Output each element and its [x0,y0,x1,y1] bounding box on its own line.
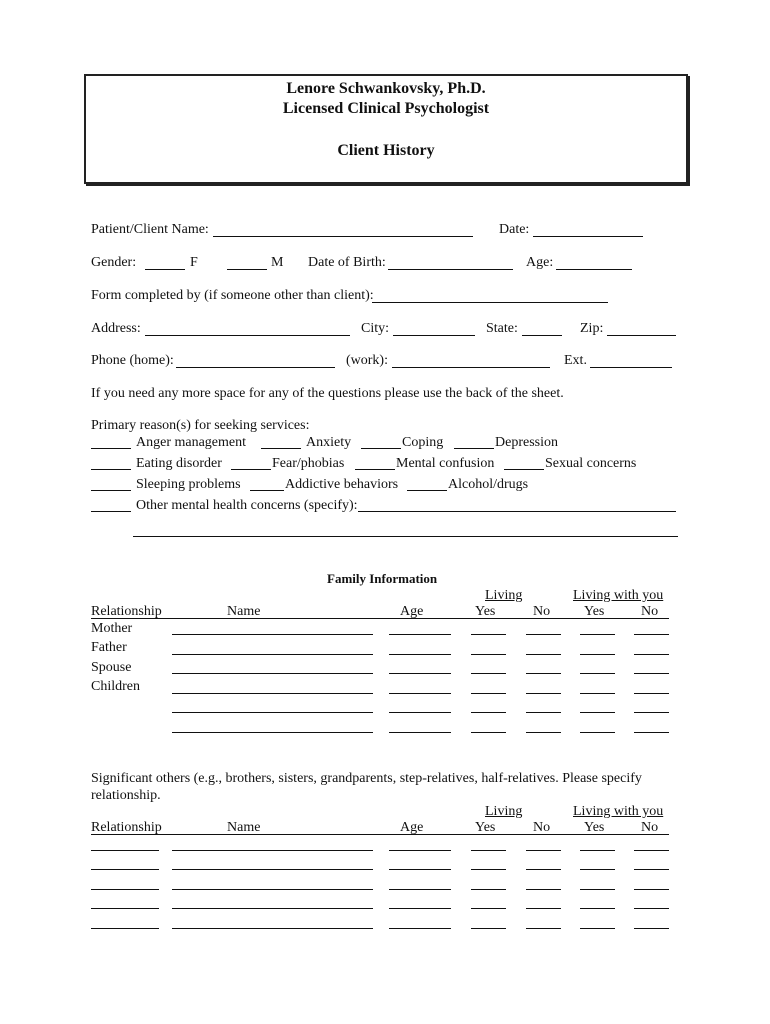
family-info-title: Family Information [327,571,438,586]
ext-label: Ext. [564,353,587,368]
others-living-header: Living [485,804,523,819]
living-no-field[interactable] [526,693,561,694]
phone-home-label: Phone (home): [91,353,174,368]
others-living-with-you-header: Living with you [573,804,664,819]
name-field[interactable] [172,712,373,713]
with-yes-field[interactable] [580,732,615,733]
living-yes-field[interactable] [471,673,506,674]
others-name-header: Name [227,820,261,835]
age-field[interactable] [389,732,451,733]
dob-field[interactable] [388,269,513,270]
age-field[interactable] [389,654,451,655]
age-field[interactable] [389,928,451,929]
others-age-header: Age [400,820,424,835]
reason-checkbox[interactable] [504,469,544,470]
relationship-field[interactable] [91,889,159,890]
family-with-yes-header: Yes [584,604,605,619]
with-yes-field[interactable] [580,908,615,909]
family-with-no-header: No [641,604,659,619]
with-yes-field[interactable] [580,928,615,929]
relationship-field[interactable] [91,908,159,909]
with-yes-field[interactable] [580,634,615,635]
with-yes-field[interactable] [580,869,615,870]
psychologist-name: Lenore Schwankovsky, Ph.D. [286,80,486,97]
living-no-field[interactable] [526,654,561,655]
living-no-field[interactable] [526,889,561,890]
with-no-field[interactable] [634,634,669,635]
living-yes-field[interactable] [471,712,506,713]
family-row-spouse: Spouse [91,660,132,675]
city-field[interactable] [393,335,475,336]
zip-field[interactable] [607,335,676,336]
with-no-field[interactable] [634,908,669,909]
phone-work-field[interactable] [392,367,550,368]
age-field[interactable] [389,712,451,713]
others-no-header: No [533,820,551,835]
living-no-field[interactable] [526,732,561,733]
reason-fear-phobias: Fear/phobias [272,456,345,471]
gender-m-label: M [271,255,284,270]
gender-label: Gender: [91,255,137,270]
age-field[interactable] [556,269,632,270]
family-no-header: No [533,604,551,619]
other-concerns-field-2[interactable] [133,536,678,537]
with-no-field[interactable] [634,889,669,890]
address-field[interactable] [145,335,350,336]
reason-checkbox[interactable] [454,448,494,449]
completed-by-label: Form completed by (if someone other than client): [91,288,374,303]
reason-other-concerns: Other mental health concerns (specify): [136,498,358,513]
name-field[interactable] [172,869,373,870]
date-field[interactable] [533,236,643,237]
name-field[interactable] [172,908,373,909]
others-relationship-header: Relationship [91,820,162,835]
gender-m-field[interactable] [227,269,267,270]
name-field[interactable] [172,732,373,733]
reason-addictive-behaviors: Addictive behaviors [285,477,399,492]
others-intro-line2: relationship. [91,788,161,803]
state-field[interactable] [522,335,562,336]
other-concerns-field[interactable] [358,511,676,512]
reason-depression: Depression [495,435,558,450]
completed-by-field[interactable] [372,302,608,303]
others-with-yes-header: Yes [584,820,605,835]
age-label: Age: [526,255,554,270]
family-row-father: Father [91,640,127,655]
phone-work-label: (work): [346,353,388,368]
address-label: Address: [91,321,141,336]
reasons-label: Primary reason(s) for seeking services: [91,418,310,433]
form-title: Client History [337,142,435,159]
reason-checkbox[interactable] [91,448,131,449]
living-yes-field[interactable] [471,634,506,635]
header-box [84,74,688,184]
client-name-label: Patient/Client Name: [91,222,209,237]
reason-checkbox[interactable] [261,448,301,449]
living-no-field[interactable] [526,673,561,674]
reason-checkbox[interactable] [355,469,395,470]
reason-sleeping-problems: Sleeping problems [136,477,241,492]
with-no-field[interactable] [634,732,669,733]
with-yes-field[interactable] [580,673,615,674]
living-yes-field[interactable] [471,693,506,694]
reason-checkbox[interactable] [361,448,401,449]
living-no-field[interactable] [526,869,561,870]
with-no-field[interactable] [634,928,669,929]
name-field[interactable] [172,673,373,674]
living-yes-field[interactable] [471,889,506,890]
dob-label: Date of Birth: [308,255,386,270]
city-label: City: [361,321,390,336]
space-note: If you need any more space for any of the questions please use the back of the sheet. [91,386,564,401]
psychologist-credential: Licensed Clinical Psychologist [282,100,490,117]
with-yes-field[interactable] [580,693,615,694]
reason-checkbox[interactable] [91,511,131,512]
family-name-header: Name [227,604,261,619]
family-header-underline [91,618,669,619]
reason-anger-management: Anger management [136,435,247,450]
with-no-field[interactable] [634,693,669,694]
name-field[interactable] [172,693,373,694]
living-yes-field[interactable] [471,654,506,655]
living-yes-field[interactable] [471,928,506,929]
living-yes-field[interactable] [471,850,506,851]
family-row-children: Children [91,679,140,694]
with-yes-field[interactable] [580,889,615,890]
gender-f-field[interactable] [145,269,185,270]
relationship-field[interactable] [91,869,159,870]
reason-checkbox[interactable] [231,469,271,470]
with-yes-field[interactable] [580,850,615,851]
name-field[interactable] [172,634,373,635]
living-no-field[interactable] [526,850,561,851]
name-field[interactable] [172,889,373,890]
with-no-field[interactable] [634,712,669,713]
reason-checkbox[interactable] [250,490,284,491]
reason-anxiety: Anxiety [306,435,352,450]
age-field[interactable] [389,693,451,694]
with-no-field[interactable] [634,850,669,851]
family-living-header: Living [485,588,523,603]
others-intro-line1: Significant others (e.g., brothers, sisters, grandparents, step-relatives, half-relatives. Please specify [91,771,642,786]
family-row-mother: Mother [91,621,133,636]
gender-f-label: F [190,255,198,270]
name-field[interactable] [172,654,373,655]
date-label: Date: [499,222,530,237]
age-field[interactable] [389,908,451,909]
relationship-field[interactable] [91,850,159,851]
age-field[interactable] [389,850,451,851]
living-no-field[interactable] [526,712,561,713]
age-field[interactable] [389,889,451,890]
with-no-field[interactable] [634,673,669,674]
living-yes-field[interactable] [471,908,506,909]
reason-checkbox[interactable] [91,490,131,491]
reason-coping: Coping [402,435,444,450]
name-field[interactable] [172,928,373,929]
reason-checkbox[interactable] [407,490,447,491]
living-no-field[interactable] [526,634,561,635]
living-yes-field[interactable] [471,869,506,870]
others-yes-header: Yes [475,820,496,835]
family-yes-header: Yes [475,604,496,619]
relationship-field[interactable] [91,928,159,929]
age-field[interactable] [389,869,451,870]
family-living-with-you-header: Living with you [573,588,664,603]
client-name-field[interactable] [213,236,473,237]
reason-checkbox[interactable] [91,469,131,470]
family-age-header: Age [400,604,424,619]
living-no-field[interactable] [526,908,561,909]
phone-home-field[interactable] [176,367,335,368]
reason-alcohol-drugs: Alcohol/drugs [448,477,529,492]
zip-label: Zip: [580,321,604,336]
age-field[interactable] [389,634,451,635]
ext-field[interactable] [590,367,672,368]
age-field[interactable] [389,673,451,674]
living-yes-field[interactable] [471,732,506,733]
state-label: State: [486,321,518,336]
others-with-no-header: No [641,820,659,835]
with-yes-field[interactable] [580,712,615,713]
family-relationship-header: Relationship [91,604,162,619]
others-header-underline [91,834,669,835]
with-no-field[interactable] [634,654,669,655]
living-no-field[interactable] [526,928,561,929]
with-yes-field[interactable] [580,654,615,655]
reason-mental-confusion: Mental confusion [396,456,495,471]
reason-sexual-concerns: Sexual concerns [545,456,637,471]
reason-eating-disorder: Eating disorder [136,456,222,471]
name-field[interactable] [172,850,373,851]
with-no-field[interactable] [634,869,669,870]
